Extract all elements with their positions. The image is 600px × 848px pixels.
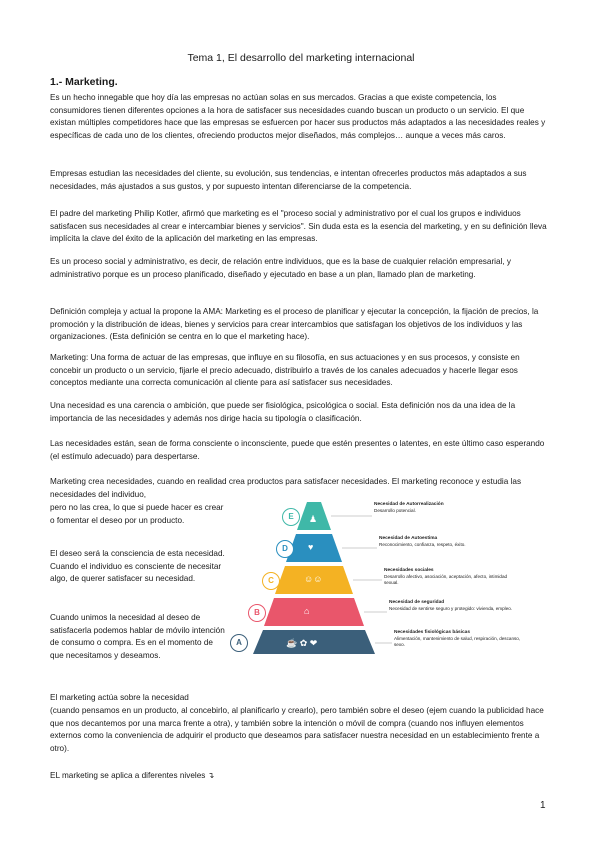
tier-c-badge: C — [262, 572, 280, 590]
paragraph-6: Marketing: Una forma de actuar de las empresas, que influye en su filosofía, en sus actuaciones y en sus procesos, y consiste en concebir un producto o un servicio, fijarle el precio adecuado, distribuirlo a través de los canales adecuados y hacerle llegar esos conceptos mediante una correcta comunicación al cliente para así satisfacer sus necesidades. — [50, 353, 520, 388]
paragraph-9a: Marketing crea necesidades, cuando en realidad crea productos para satisfacer necesidades. El marketing reconoce y estudia las necesidades del individuo, — [50, 477, 522, 499]
tier-d-label: Necesidad de Autoestima Reconocimiento, confianza, respeto, éxito. — [379, 536, 466, 547]
paragraph-7: Una necesidad es una carencia o ambición, que puede ser fisiológica, psicológica o social. Esta definición nos da una idea de la importancia de las necesidades y además nos dirige hacia su tipología o clasificación. — [50, 401, 516, 423]
tier-b-badge: B — [248, 604, 266, 622]
food-icon: ☕ ✿ ❤ — [286, 638, 318, 648]
paragraph-5: Definición compleja y actual la propone la AMA: Marketing es el proceso de planificar y ejecutar la concepción, la fijación de precios, la promoción y la distribución de ideas, bienes y servicios para crear intercambios que satisfagan los objetivos de los individuos y las organizaciones. (Esta definición se centra en lo que el marketing hace). — [50, 307, 539, 342]
paragraph-4: Es un proceso social y administrativo, es decir, de relación entre individuos, que es la base de cualquier relación empresarial, y administrativo porque es un proceso planificado, diseñado y ejecutado en base a un plan, llamado plan de marketing. — [50, 257, 512, 279]
page-number: 1 — [540, 800, 546, 811]
paragraph-3: El padre del marketing Philip Kotler, afirmó que marketing es el "proceso social y administrativo por el cual los grupos e individuos satisfacen sus necesidades al crear e intercambiar bienes y servicios". Sin duda esta es la esencia del marketing, y en su definición lleva implícita la clave del éxito de la aplicación del marketing en las empresas. — [50, 209, 547, 244]
paragraph-12a: El marketing actúa sobre la necesidad — [50, 693, 189, 702]
section-heading: 1.- Marketing. — [50, 76, 118, 88]
paragraph-11: Cuando unimos la necesidad al deseo de satisfacerla podemos hablar de móvilo intención de consumo o compra. Es en el momento de que necesitamos y deseamos. — [50, 613, 225, 660]
tier-c-label: Necesidades sociales Desarrollo afectivo, asociación, aceptación, afecto, intimidad sexual. — [384, 568, 508, 585]
maslow-pyramid — [212, 498, 532, 658]
people-icon: ☺☺ — [304, 574, 323, 584]
house-icon: ⌂ — [304, 606, 310, 616]
paragraph-12b: (cuando pensamos en un producto, al concebirlo, al planificarlo y crearlo), pero también sobre el deseo (ejem cuando la publicidad hace que nos decantemos por una marca frente a otra), y también sobre la intención o móvil de compra (cuando nos influyen elementos externos como la conveniencia de adquirir el producto que deseamos para satisfacer nuestra necesidad en un establecimiento frente a otro). — [50, 706, 544, 753]
tier-b-shape — [264, 598, 364, 626]
person-icon: ♟ — [309, 514, 318, 524]
paragraph-10: El deseo será la consciencia de esta necesidad. Cuando el individuo es consciente de necesitar algo, de querer satisfacer su necesidad. — [50, 549, 225, 584]
paragraph-9b: pero no las crea, lo que si puede hacer es crear o fomentar el deseo por un producto. — [50, 503, 224, 525]
tier-d-shape — [286, 534, 342, 562]
heart-icon: ♥ — [308, 542, 314, 552]
tier-d-badge: D — [276, 540, 294, 558]
tier-a-badge: A — [230, 634, 248, 652]
paragraph-13: EL marketing se aplica a diferentes niveles ↴ — [50, 771, 215, 780]
paragraph-2: Empresas estudian las necesidades del cliente, su evolución, sus tendencias, e intentan ofrecerles productos más adaptados a sus necesidades, más ajustados a sus gustos, y por supuesto intentan diferenciarse de la competencia. — [50, 169, 527, 191]
tier-a-label: Necesidades fisiológicas básicas Alimentación, mantenimiento de salud, respiración, descanso, sexo. — [394, 630, 521, 647]
tier-e-badge: E — [282, 508, 300, 526]
paragraph-1: Es un hecho innegable que hoy día las empresas no actúan solas en sus mercados. Gracias a que existe competencia, los consumidores tienen diferentes opciones a la hora de satisfacer sus necesidades cuando buscan un producto o un servicio. El que existan múltiples competidores hace que las empresas se esfuercen por hacer sus productos más adaptados a las necesidades reales y específicas de cada uno de los clientes, ofreciendo productos mejor diseñados, más complejos… aunque a veces más caros. — [50, 93, 546, 140]
document-title: Tema 1, El desarrollo del marketing internacional — [187, 52, 415, 64]
tier-b-label: Necesidad de seguridad Necesidad de sentirse seguro y protegido: vivienda, empleo. — [389, 600, 513, 611]
tier-e-label: Necesidad de Autorrealización Desarrollo potencial. — [374, 502, 444, 513]
document-page — [50, 0, 552, 848]
paragraph-8: Las necesidades están, sean de forma consciente o inconsciente, puede que estén presentes o latentes, en este último caso esperando (el estímulo adecuado) para despertarse. — [50, 439, 545, 461]
